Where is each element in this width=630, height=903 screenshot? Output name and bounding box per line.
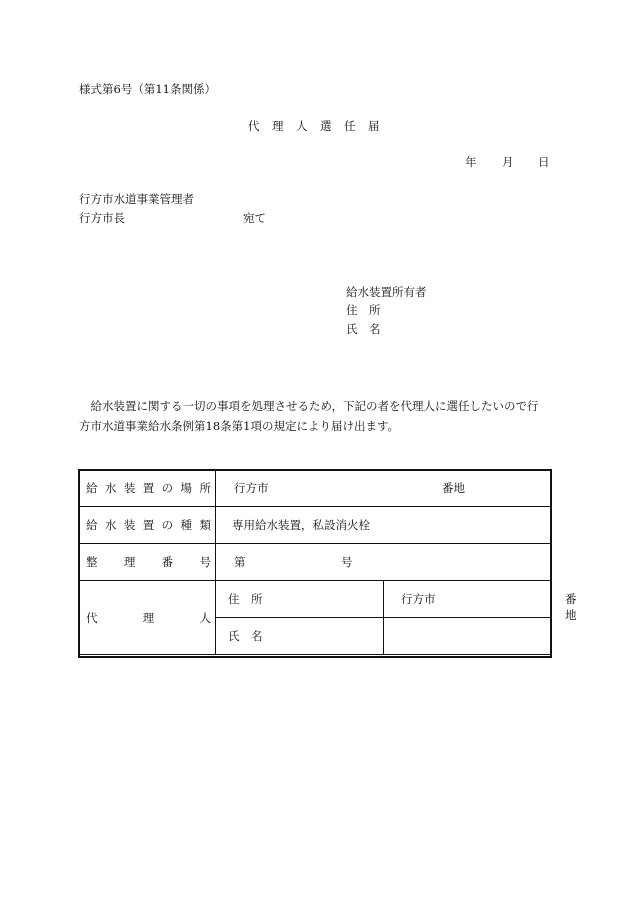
location-city: 行方市 — [234, 481, 269, 495]
document-title: 代 理 人 選 任 届 — [248, 119, 380, 133]
agent-label-cell — [79, 581, 216, 655]
applicant-heading: 給水装置所有者 — [346, 285, 427, 299]
location-label-cell — [79, 470, 216, 507]
recipient-line1: 行方市水道事業管理者 — [79, 192, 194, 206]
applicant-address-label: 住 所 — [346, 303, 381, 317]
location-label-char: 場 — [180, 481, 193, 495]
row-location — [79, 470, 552, 507]
applicant-name-label: 氏 名 — [346, 322, 381, 336]
number-label-char: 号 — [199, 555, 211, 569]
date-day: 日 — [538, 155, 550, 169]
agent-address-city: 行方市 — [401, 592, 436, 606]
location-value-cell — [216, 470, 552, 507]
location-label-char: の — [161, 481, 174, 495]
number-prefix: 第 — [234, 555, 246, 569]
number-suffix: 号 — [341, 555, 353, 569]
body-paragraph — [79, 396, 549, 436]
body-line1: 給水装置に関する一切の事項を処理させるため，下記の者を代理人に選任したいので行 — [79, 399, 539, 413]
type-label-char: 置 — [142, 518, 155, 532]
type-value: 専用給水装置，私設消火栓 — [232, 518, 370, 532]
number-label-cell — [79, 544, 216, 581]
details-table — [78, 469, 577, 655]
type-label — [86, 517, 215, 533]
location-label-char: 所 — [199, 481, 211, 495]
location-label-char: 水 — [104, 481, 117, 495]
location-label-char: 装 — [123, 481, 136, 495]
agent-label-char: 代 — [86, 610, 98, 625]
type-label-char: 水 — [104, 518, 117, 532]
number-label-char: 整 — [86, 555, 98, 569]
number-label-char: 理 — [123, 555, 136, 569]
location-label-char: 給 — [86, 481, 98, 495]
number-label-char: 番 — [161, 555, 174, 569]
row-type — [79, 507, 552, 544]
location-suffix: 番地 — [442, 481, 465, 495]
type-label-char: 給 — [86, 518, 98, 532]
agent-label — [86, 610, 215, 626]
date-month: 月 — [502, 155, 514, 169]
number-label — [86, 554, 215, 570]
type-label-char: 類 — [199, 518, 211, 532]
row-agent-address — [79, 581, 552, 618]
row-number — [79, 544, 552, 581]
type-label-char: の — [161, 518, 174, 532]
type-value-cell — [216, 507, 552, 544]
agent-name-label-cell — [216, 618, 384, 655]
location-label — [86, 480, 215, 496]
agent-label-char: 理 — [142, 610, 155, 625]
body-line2: 方市水道事業給水条例第18条第1項の規定により届け出ます。 — [79, 419, 400, 433]
type-label-cell — [79, 507, 216, 544]
form-number: 様式第6号（第11条関係） — [79, 82, 216, 96]
agent-name-value-cell[interactable] — [384, 618, 552, 655]
date-year: 年 — [465, 155, 477, 169]
type-label-char: 装 — [123, 518, 136, 532]
recipient-line2: 行方市長 — [79, 211, 125, 225]
agent-address-label: 住 所 — [228, 592, 263, 606]
agent-name-label: 氏 名 — [228, 629, 263, 643]
agent-address-value-cell — [384, 581, 577, 622]
number-value-cell — [216, 544, 552, 581]
agent-address-label-cell — [216, 581, 384, 618]
location-label-char: 置 — [142, 481, 155, 495]
recipient-suffix: 宛て — [243, 211, 266, 225]
agent-address-suffix: 番地 — [565, 592, 577, 622]
type-label-char: 種 — [180, 518, 193, 532]
agent-label-char: 人 — [199, 610, 211, 625]
